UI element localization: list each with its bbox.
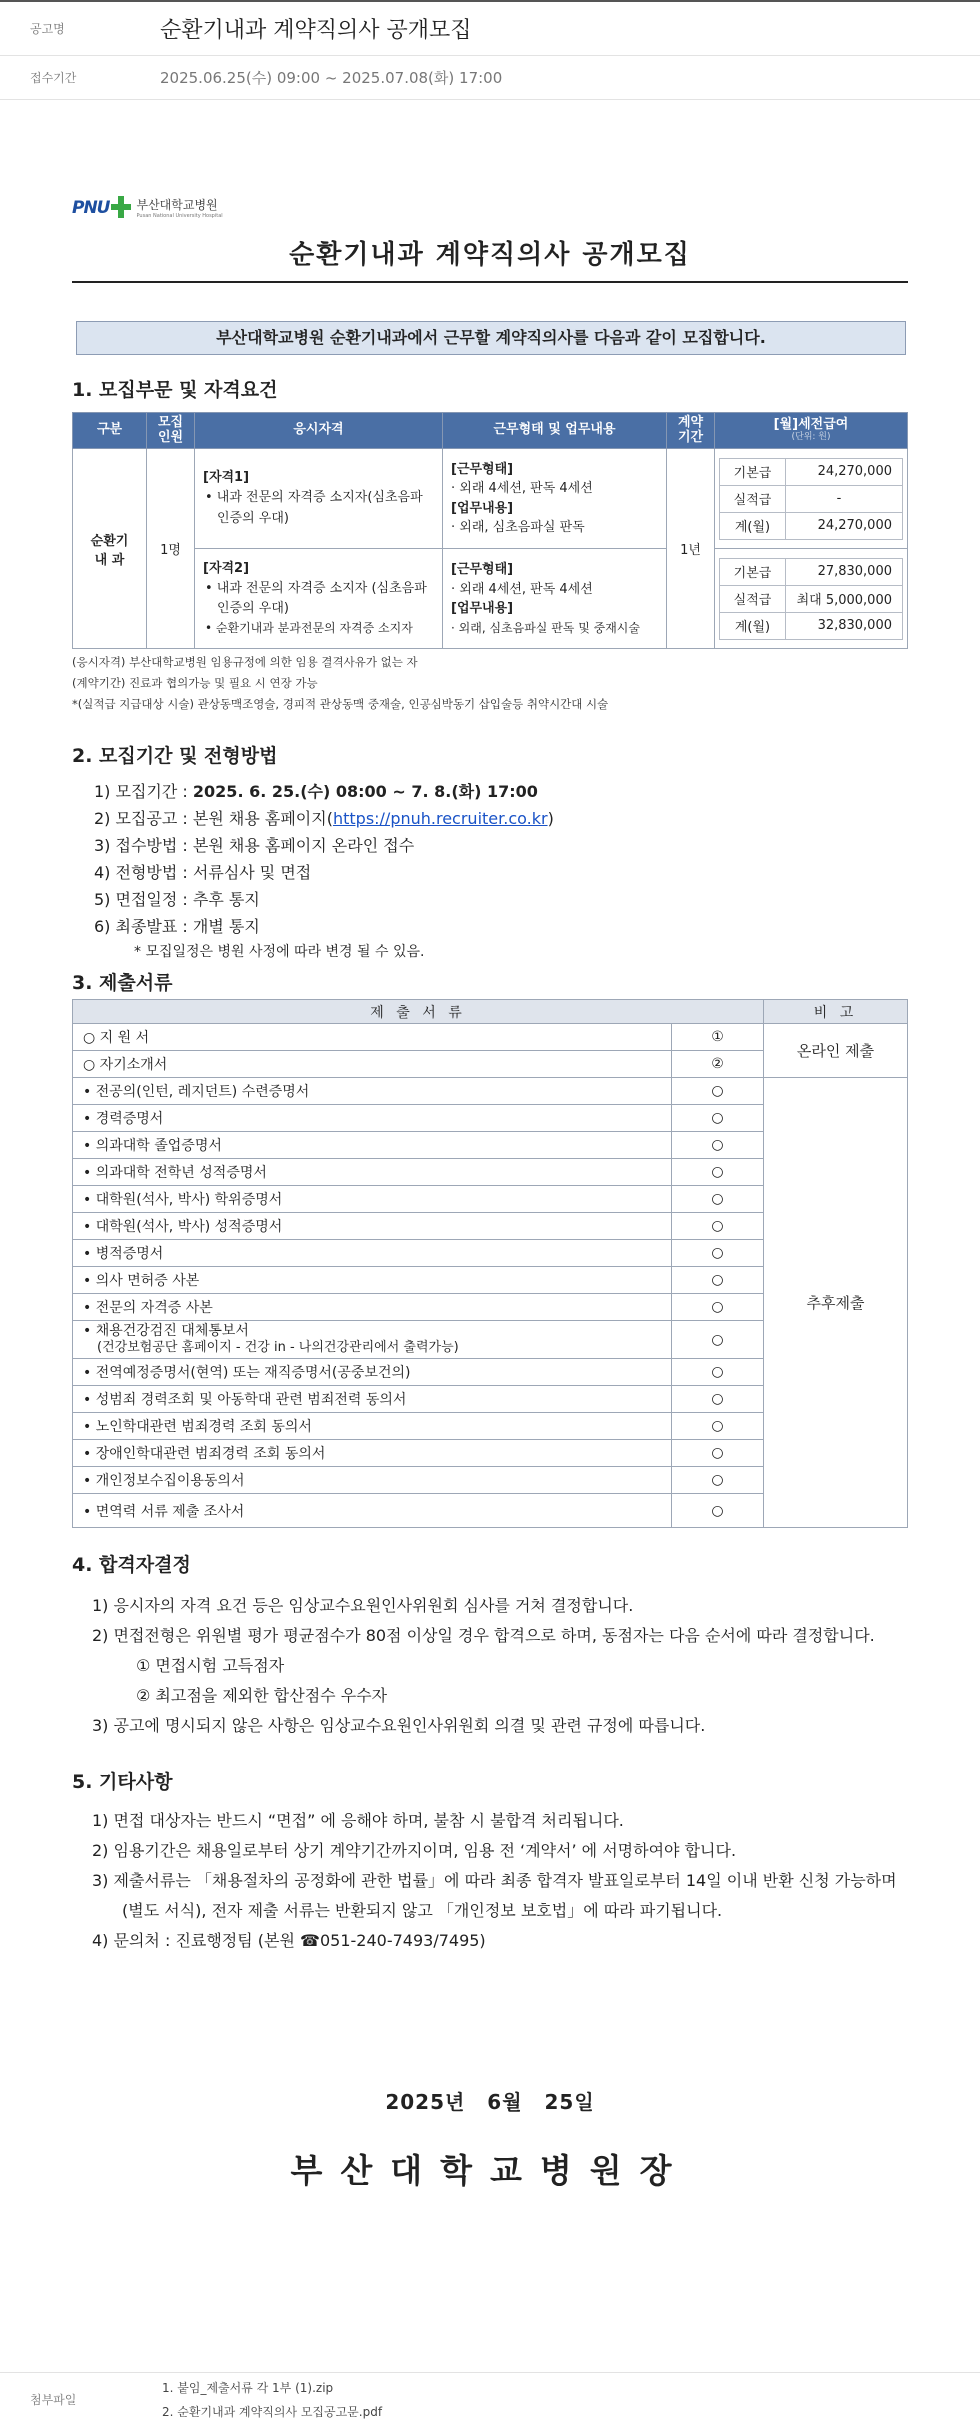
misc-list [72,1806,908,1956]
schedule-item: 2) 모집공고 : 본원 채용 홈페이지(https://pnuh.recruiter.co.kr) [94,809,554,828]
notice-document [72,190,908,2192]
title-label: 공고명 [30,22,65,36]
section-4-title: 4. 합격자결정 [72,1554,191,1576]
doc-name: • 의사 면허증 사본 [73,1267,672,1294]
doc-name: • 노인학대관련 범죄경력 조회 동의서 [73,1413,672,1440]
doc-name: • 전문의 자격증 사본 [73,1294,672,1321]
schedule-item: 3) 접수방법 : 본원 채용 홈페이지 온라인 접수 [94,836,415,855]
intro-box: 부산대학교병원 순환기내과에서 근무할 계약직의사를 다음과 같이 모집합니다. [76,321,906,355]
decision-list [72,1591,908,1741]
doc-mark: ○ [672,1467,764,1494]
misc-item: 3) 제출서류는 「채용절차의 공정화에 관한 법률」에 따라 최종 합격자 발표일로부터 14일 이내 반환 신청 가능하며(별도 서식), 전자 제출 서류는 반환되지 않고 「개인정보 보호법」에 따라 파기됩니다. [92,1871,897,1920]
doc-mark: ○ [672,1213,764,1240]
decision-item: 3) 공고에 명시되지 않은 사항은 임상교수요원인사위원회 의결 및 관련 규정에 따릅니다. [92,1716,706,1735]
section-2-title: 2. 모집기간 및 전형방법 [72,745,278,767]
section-1-title: 1. 모집부문 및 자격요건 [72,379,278,401]
doc-mark: ○ [672,1132,764,1159]
doc-mark: ○ [672,1413,764,1440]
notice-date: 2025년 6월 25일 [385,2090,595,2114]
recruit-site-link[interactable]: https://pnuh.recruiter.co.kr [332,809,548,828]
schedule-item: 6) 최종발표 : 개별 통지 [94,917,260,936]
schedule-list [72,778,908,940]
recruit-notes [72,652,908,715]
th-qual: 응시자격 [195,413,443,449]
doc-name: • 전공의(인턴, 레지던트) 수련증명서 [73,1078,672,1105]
doc-mark: ○ [672,1078,764,1105]
doc-mark: ○ [672,1267,764,1294]
attachment-link[interactable]: 1. 붙임_제출서류 각 1부 (1).zip [162,2380,334,2395]
th-term: 계약 기간 [667,413,715,449]
work-cell-2: [근무형태] · 외래 4세션, 판독 4세션 [업무내용] · 외래, 심초음파실 판독 및 중재시술 [443,549,667,649]
pnu-logo-icon: PNU [72,196,131,218]
work-cell-1: [근무형태] · 외래 4세션, 판독 4세션 [업무내용] · 외래, 심초음파실 판독 [443,449,667,549]
period-label: 접수기간 [30,71,77,85]
decision-item: 1) 응시자의 자격 요건 등은 임상교수요원인사위원회 심사를 거쳐 결정합니다. [92,1596,634,1615]
doc-name: • 병적증명서 [73,1240,672,1267]
salary-cell-1: 기본급 24,270,000 실적급 - 계(월) 24,270,000 [715,449,908,549]
doc-name: • 의과대학 전학년 성적증명서 [73,1159,672,1186]
term-cell: 1년 [667,449,715,649]
schedule-note: * 모집일정은 병원 사정에 따라 변경 될 수 있음. [134,944,425,960]
salary-cell-2: 기본급 27,830,000 실적급 최대 5,000,000 계(월) 32,830,000 [715,549,908,649]
note-line: (응시자격) 부산대학교병원 임용규정에 의한 임용 결격사유가 없는 자 [72,655,418,669]
note-line: *(실적급 지급대상 시술) 관상동맥조영술, 경피적 관상동맥 중재술, 인공심박동기 삽입술등 취약시간대 시술 [72,697,609,711]
doc-mark: ① [672,1024,764,1051]
misc-item: 2) 임용기간은 채용일로부터 상기 계약기간까지이며, 임용 전 ‘계약서’ 에 서명하여야 합니다. [92,1841,737,1860]
hospital-logo [72,190,908,224]
period-row [0,56,980,100]
note-line: (계약기간) 진료과 협의가능 및 필요 시 연장 가능 [72,676,318,690]
qual-cell-1: [자격1] • 내과 전문의 자격증 소지자(심초음파인증의 우대) [195,449,443,549]
misc-item: 4) 문의처 : 진료행정팀 (본원 ☎051-240-7493/7495) [92,1931,486,1950]
doc-name: • 채용건강검진 대체통보서 (건강보험공단 홈페이지 - 건강 in - 나의건강관리에서 출력가능) [73,1321,672,1359]
decision-sub-item: ① 면접시험 고득점자 [136,1656,285,1675]
notice-title: 순환기내과 계약직의사 공개모집 [160,18,472,43]
th-work: 근무형태 및 업무내용 [443,413,667,449]
doc-mark: ○ [672,1105,764,1132]
dept-cell: 순환기 내 과 [73,449,147,649]
doc-name: • 대학원(석사, 박사) 성적증명서 [73,1213,672,1240]
attachment-link[interactable]: 2. 순환기내과 계약직의사 모집공고문.pdf [162,2404,383,2419]
doc-name: • 성범죄 경력조회 및 아동학대 관련 범죄전력 동의서 [73,1386,672,1413]
doc-name: • 개인정보수집이용동의서 [73,1467,672,1494]
th-remarks: 비 고 [764,1000,908,1024]
doc-mark: ○ [672,1440,764,1467]
section-3-title: 3. 제출서류 [72,972,173,994]
schedule-item: 4) 전형방법 : 서류심사 및 면접 [94,863,312,882]
period-value: 2025.06.25(수) 09:00 ~ 2025.07.08(화) 17:00 [160,69,503,87]
attachments-row [0,2372,980,2426]
doc-mark: ② [672,1051,764,1078]
signer: 부산대학교병원장 [290,2151,690,2190]
section-5-title: 5. 기타사항 [72,1771,173,1793]
doc-mark: ○ [672,1186,764,1213]
qual-cell-2: [자격2] • 내과 전문의 자격증 소지자 (심초음파인증의 우대) • 순환기내과 분과전문의 자격증 소지자 [195,549,443,649]
documents-table [72,999,908,1528]
doc-mark: ○ [672,1240,764,1267]
attachments-label: 첨부파일 [30,2393,77,2407]
logo-name-en: Pusan National University Hospital [136,212,223,219]
doc-name: • 대학원(석사, 박사) 학위증명서 [73,1186,672,1213]
count-cell: 1명 [147,449,195,649]
decision-item: 2) 면접전형은 위원별 평가 평균점수가 80점 이상일 경우 합격으로 하며, 동점자는 다음 순서에 따라 결정합니다. [92,1626,875,1645]
doc-mark: ○ [672,1359,764,1386]
decision-sub-item: ② 최고점을 제외한 합산점수 우수자 [136,1686,388,1705]
th-salary: [월]세전급여 (단위: 원) [715,413,908,449]
schedule-item: 1) 모집기간 : 2025. 6. 25.(수) 08:00 ~ 7. 8.(화) 17:00 [94,782,538,801]
doc-name: ○ 지 원 서 [73,1024,672,1051]
recruit-table [72,412,908,649]
notice-title-row [0,0,980,56]
th-count: 모집 인원 [147,413,195,449]
document-title: 순환기내과 계약직의사 공개모집 [72,234,908,283]
doc-mark: ○ [672,1494,764,1528]
doc-mark: ○ [672,1321,764,1359]
doc-mark: ○ [672,1159,764,1186]
doc-name: • 전역예정증명서(현역) 또는 재직증명서(공중보건의) [73,1359,672,1386]
doc-name: • 장애인학대관련 범죄경력 조회 동의서 [73,1440,672,1467]
doc-name: • 의과대학 졸업증명서 [73,1132,672,1159]
th-dept: 구분 [73,413,147,449]
doc-name: • 경력증명서 [73,1105,672,1132]
doc-name: ○ 자기소개서 [73,1051,672,1078]
th-documents: 제 출 서 류 [73,1000,764,1024]
misc-item: 1) 면접 대상자는 반드시 “면접” 에 응해야 하며, 불참 시 불합격 처리됩니다. [92,1811,624,1830]
later-note: 추후제출 [764,1078,908,1528]
doc-mark: ○ [672,1386,764,1413]
doc-mark: ○ [672,1294,764,1321]
doc-name: • 면역력 서류 제출 조사서 [73,1494,672,1528]
schedule-item: 5) 면접일정 : 추후 통지 [94,890,260,909]
logo-name: 부산대학교병원 [136,197,218,212]
online-note: 온라인 제출 [764,1024,908,1078]
